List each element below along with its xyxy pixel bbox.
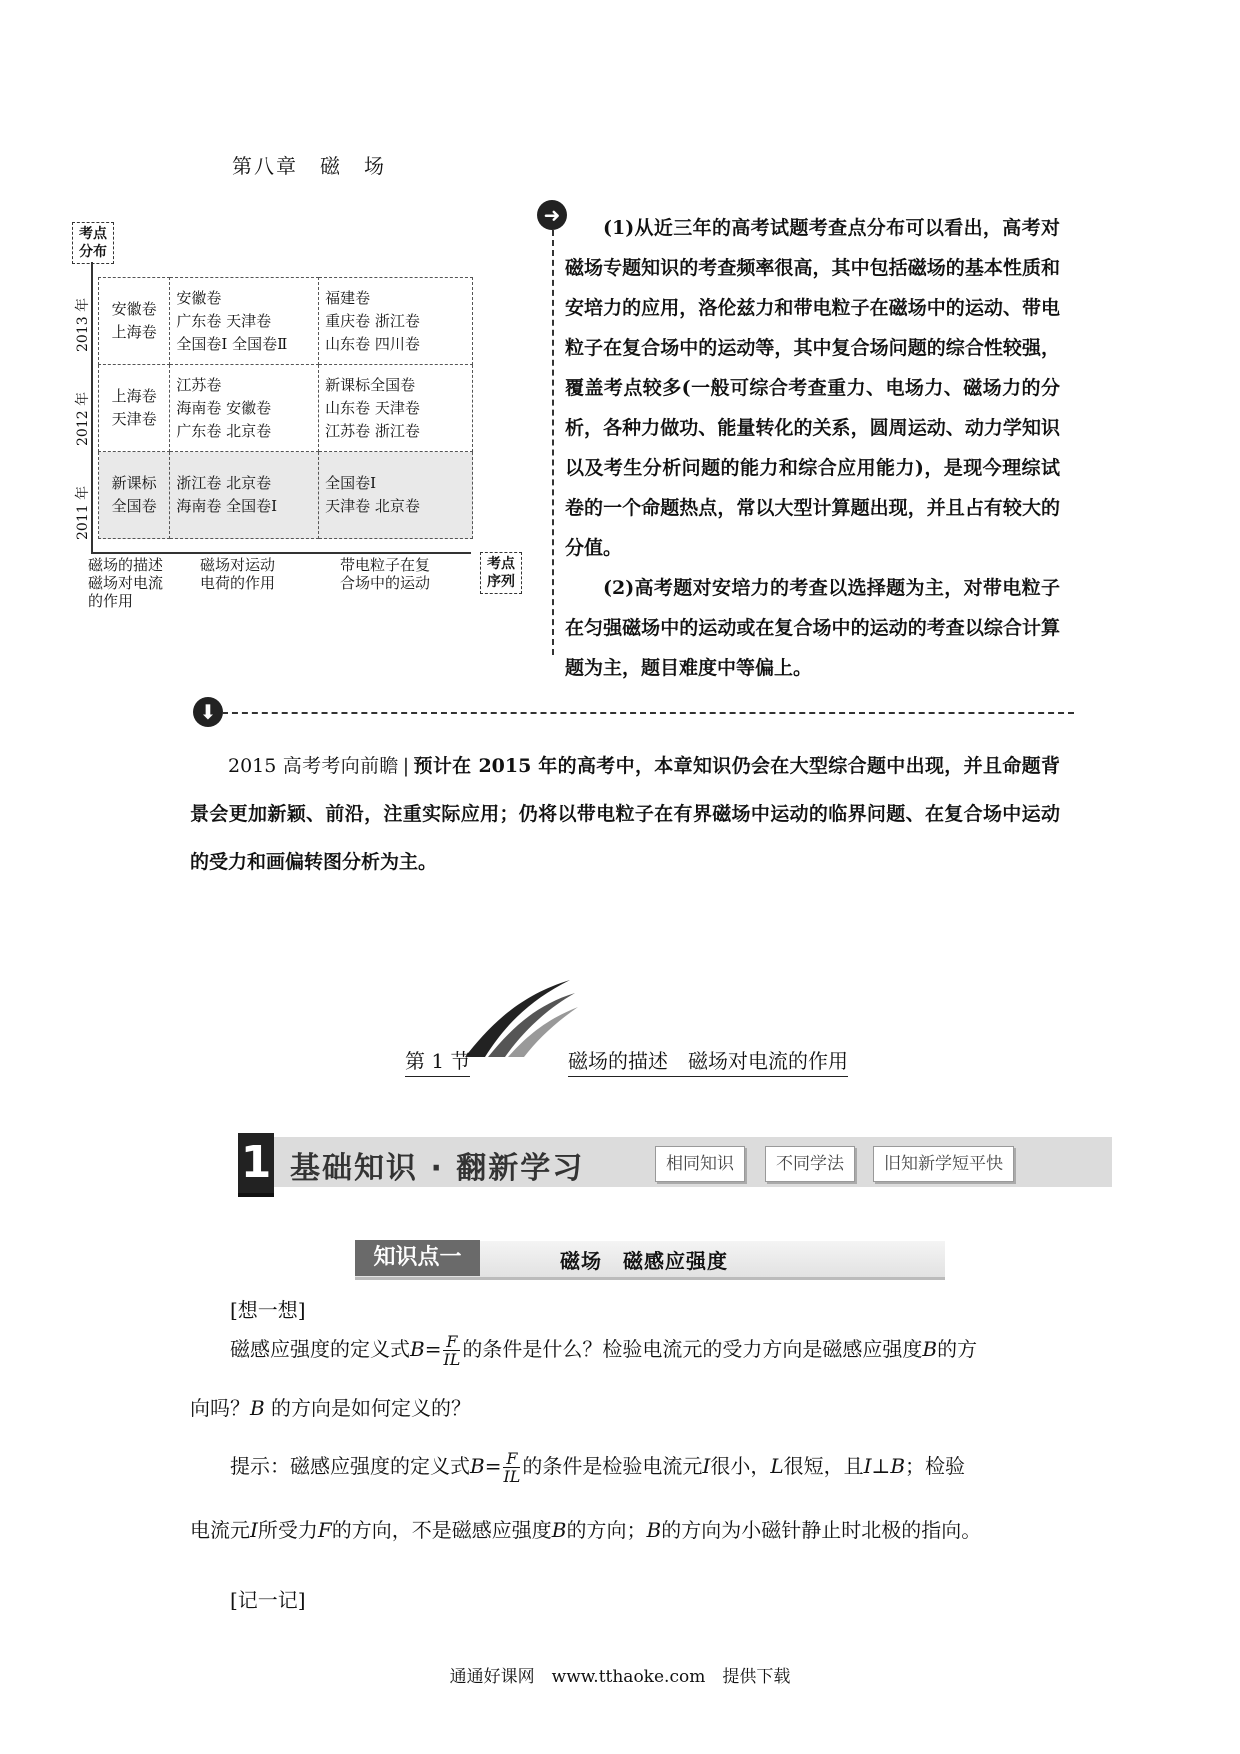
think-question-line-1: 磁感应强度的定义式B= $\frac{F}{IL}$ 的条件是什么？检验电流元的受力方向是磁感应强度B的方	[230, 1332, 978, 1369]
hint-var: I	[250, 1518, 258, 1542]
grid-cell-text: 上海卷 天津卷	[111, 387, 157, 428]
grid-row-2011	[99, 452, 473, 539]
grid-cell	[170, 278, 319, 365]
frac-den: IL	[443, 1350, 461, 1369]
distribution-grid	[98, 277, 473, 539]
section-number: 第 1 节	[405, 1045, 470, 1077]
remember-label: [记一记]	[230, 1588, 306, 1612]
diagram-x-axis	[91, 552, 471, 554]
frac-num: F	[503, 1450, 520, 1468]
grid-row-2012	[99, 365, 473, 452]
hint-text: 的方向；	[566, 1518, 647, 1542]
think-question-line-2	[190, 1393, 471, 1423]
grid-cell	[319, 365, 473, 452]
think-text: 的方	[937, 1337, 978, 1361]
arrow-down-icon: ⬇	[193, 697, 223, 727]
knowledge-point-tag: 知识点一	[355, 1240, 480, 1276]
hint-var: I	[702, 1454, 711, 1478]
grid-cell-text: 浙江卷 北京卷 海南卷 全国卷Ⅰ	[176, 474, 278, 515]
hint-text: 所受力	[257, 1518, 318, 1542]
grid-cell	[99, 365, 170, 452]
think-var: B	[922, 1337, 938, 1361]
grid-cell-text: 江苏卷 海南卷 安徽卷 广东卷 北京卷	[176, 375, 272, 440]
grid-cell	[319, 452, 473, 539]
diagram-x-category: 带电粒子在复 合场中的运动	[340, 556, 431, 592]
think-text: 向吗？	[190, 1396, 250, 1420]
grid-cell-text: 福建卷 重庆卷 浙江卷 山东卷 四川卷	[325, 288, 420, 353]
hint-text: 的条件是检验电流元	[522, 1454, 703, 1478]
hint-var: B	[470, 1454, 485, 1478]
forecast-body: 预计在 2015 年的高考中，本章知识仍会在大型综合题中出现，并且命题背景会更加新颖、前沿，注重实际应用；仍将以带电粒子在有界磁场中运动的临界问题、在复合场中运动的受力和画偏转图分析为主。	[190, 755, 1060, 873]
diagram-y-axis-label: 考点分布	[72, 222, 114, 264]
grid-row-2013	[99, 278, 473, 365]
grid-cell	[170, 452, 319, 539]
banner-title: 基础知识 · 翻新学习	[290, 1151, 585, 1186]
analysis-paragraph-2: (2)高考题对安培力的考查以选择题为主，对带电粒子在匀强磁场中的运动或在复合场中的运动的考查以综合计算题为主，题目难度中等偏上。	[565, 577, 1060, 679]
think-var: B	[250, 1396, 265, 1420]
hint-var: B	[646, 1518, 662, 1542]
grid-cell-text: 新课标 全国卷	[111, 474, 157, 515]
hint-var: L	[770, 1454, 784, 1478]
diagram-x-category: 磁场的描述 磁场对电流 的作用	[88, 556, 164, 610]
grid-cell-text: 安徽卷 上海卷	[111, 300, 157, 341]
grid-cell-text: 全国卷Ⅰ 天津卷 北京卷	[325, 474, 420, 515]
formula-fraction	[503, 1450, 520, 1485]
hint-text: 的方向为小磁针静止时北极的指向。	[661, 1518, 982, 1542]
hint-text: 很小，	[710, 1454, 771, 1478]
hint-var: F	[317, 1518, 332, 1542]
think-var: B	[410, 1337, 425, 1361]
hint-text: ；检验	[905, 1454, 966, 1478]
banner-pill: 旧知新学短平快	[873, 1146, 1014, 1182]
analysis-text	[565, 208, 1060, 688]
think-text: 的条件是什么？检验电流元的受力方向是磁感应强度	[462, 1337, 923, 1361]
diagram-year-label: 2012 年	[75, 391, 91, 446]
hint-var: B	[551, 1518, 567, 1542]
hint-line-1: 提示：磁感应强度的定义式B= $\frac{F}{IL}$ 的条件是检验电流元I很小，L很短，且I⊥B；检验	[230, 1449, 966, 1486]
grid-cell	[170, 365, 319, 452]
banner-pill: 相同知识	[655, 1146, 745, 1182]
diagram-x-axis-label: 考点序列	[480, 552, 522, 594]
hint-text: 电流元	[190, 1518, 250, 1542]
think-label: [想一想]	[230, 1298, 306, 1322]
forecast-text: 2015 高考考向前瞻 | 预计在 2015 年的高考中，本章知识仍会在大型综合题中出现，并且命题背景会更加新颖、前沿，注重实际应用；仍将以带电粒子在有界磁场中运动的临界问题、在复合场中运动的受力和画偏转图分析为主。	[190, 755, 1060, 873]
swoosh-icon	[460, 975, 580, 1060]
forecast-lead: 2015 高考考向前瞻	[228, 755, 399, 777]
hint-line-2	[190, 1515, 1070, 1545]
banner-pill: 不同学法	[765, 1146, 855, 1182]
chapter-title: 第八章 磁 场	[232, 154, 386, 178]
arrow-right-icon: ➜	[537, 200, 567, 230]
hint-text: 的方向，不是磁感应强度	[331, 1518, 552, 1542]
grid-cell	[99, 452, 170, 539]
grid-cell-text: 新课标全国卷 山东卷 天津卷 江苏卷 浙江卷	[325, 375, 420, 440]
footer-text: 通通好课网 www.tthaoke.com 提供下载	[449, 1667, 791, 1687]
think-text: 的方向是如何定义的？	[264, 1396, 472, 1420]
hint-text: 提示：磁感应强度的定义式	[230, 1454, 470, 1478]
formula-fraction	[443, 1333, 460, 1368]
diagram-x-category: 磁场对运动 电荷的作用	[200, 556, 276, 592]
horizontal-divider	[222, 712, 1074, 714]
knowledge-point-title: 磁场 磁感应强度	[560, 1249, 728, 1273]
grid-cell	[319, 278, 473, 365]
diagram-year-label: 2013 年	[75, 297, 91, 352]
hint-text: 很短，且	[783, 1454, 864, 1478]
vertical-divider	[552, 230, 554, 655]
banner-number: 1	[238, 1133, 274, 1197]
hint-condition: I⊥B	[863, 1454, 906, 1478]
think-text: 磁感应强度的定义式	[230, 1337, 410, 1361]
frac-num: F	[443, 1333, 460, 1351]
diagram-year-label: 2011 年	[75, 485, 91, 540]
grid-cell-text: 安徽卷 广东卷 天津卷 全国卷Ⅰ 全国卷Ⅱ	[176, 288, 288, 353]
section-title: 磁场的描述 磁场对电流的作用	[568, 1045, 848, 1077]
analysis-paragraph-1: (1)从近三年的高考试题考查点分布可以看出，高考对磁场专题知识的考查频率很高，其中包括磁场的基本性质和安培力的应用，洛伦兹力和带电粒子在磁场中的运动、带电粒子在复合场中的运动等，其中复合场问题的综合性较强，覆盖考点较多(一般可综合考查重力、电场力、磁场力的分析，各种力做功、能量转化的关系，圆周运动、动力学知识以及考生分析问题的能力和综合应用能力)，是现今理综试卷的一个命题热点，常以大型计算题出现，并且占有较大的分值。	[565, 217, 1060, 559]
grid-cell	[99, 278, 170, 365]
frac-den: IL	[503, 1467, 521, 1486]
